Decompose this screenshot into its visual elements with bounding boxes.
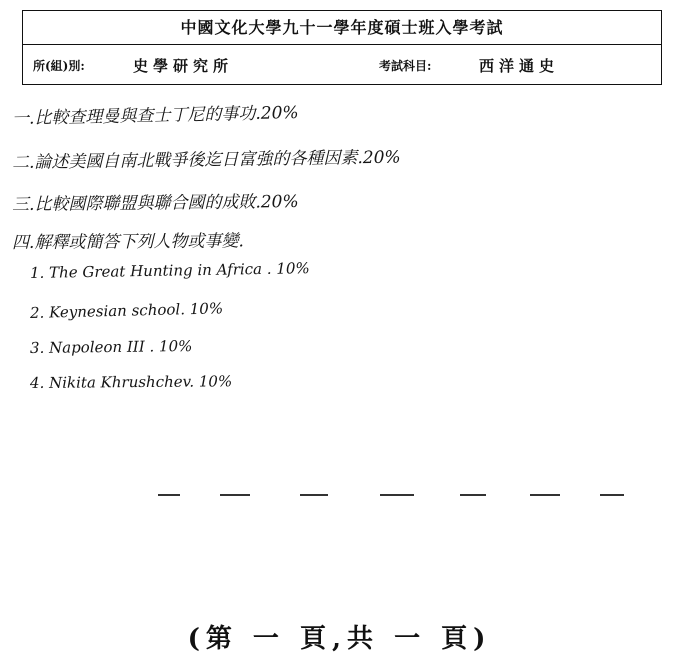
exam-title: 中國文化大學九十一學年度碩士班入學考試 [23, 11, 661, 45]
sub-item-3: 3. Napoleon III . 10% [29, 337, 193, 357]
question-2: 二.論述美國自南北戰爭後迄日富強的各種因素.20% [11, 147, 401, 173]
question-1: 一.比較查理曼與查士丁尼的事功.20% [11, 102, 299, 129]
institute-value: 史學研究所 [133, 57, 234, 75]
subject-value: 西洋通史 [479, 57, 560, 75]
sub-item-4: 4. Nikita Khrushchev. 10% [29, 372, 233, 392]
dash-mark [158, 494, 180, 496]
dash-mark [530, 494, 560, 496]
institute-label: 所(組)別: [33, 59, 85, 73]
sub-item-1: 1. The Great Hunting in Africa . 10% [29, 259, 310, 282]
dash-mark [220, 494, 250, 496]
question-3: 三.比較國際聯盟與聯合國的成敗.20% [11, 191, 299, 215]
dash-mark [380, 494, 414, 496]
question-4: 四.解釋或簡答下列人物或事變. [11, 231, 244, 253]
scan-artifact-dashes [150, 492, 630, 498]
exam-info-row [23, 46, 661, 84]
dash-mark [600, 494, 624, 496]
sub-item-2: 2. Keynesian school. 10% [29, 299, 224, 322]
dash-mark [300, 494, 328, 496]
page-indicator: (第 一 頁,共 一 頁) [187, 624, 492, 654]
subject-label: 考試科目: [379, 59, 432, 73]
dash-mark [460, 494, 486, 496]
exam-header-box [22, 10, 662, 85]
